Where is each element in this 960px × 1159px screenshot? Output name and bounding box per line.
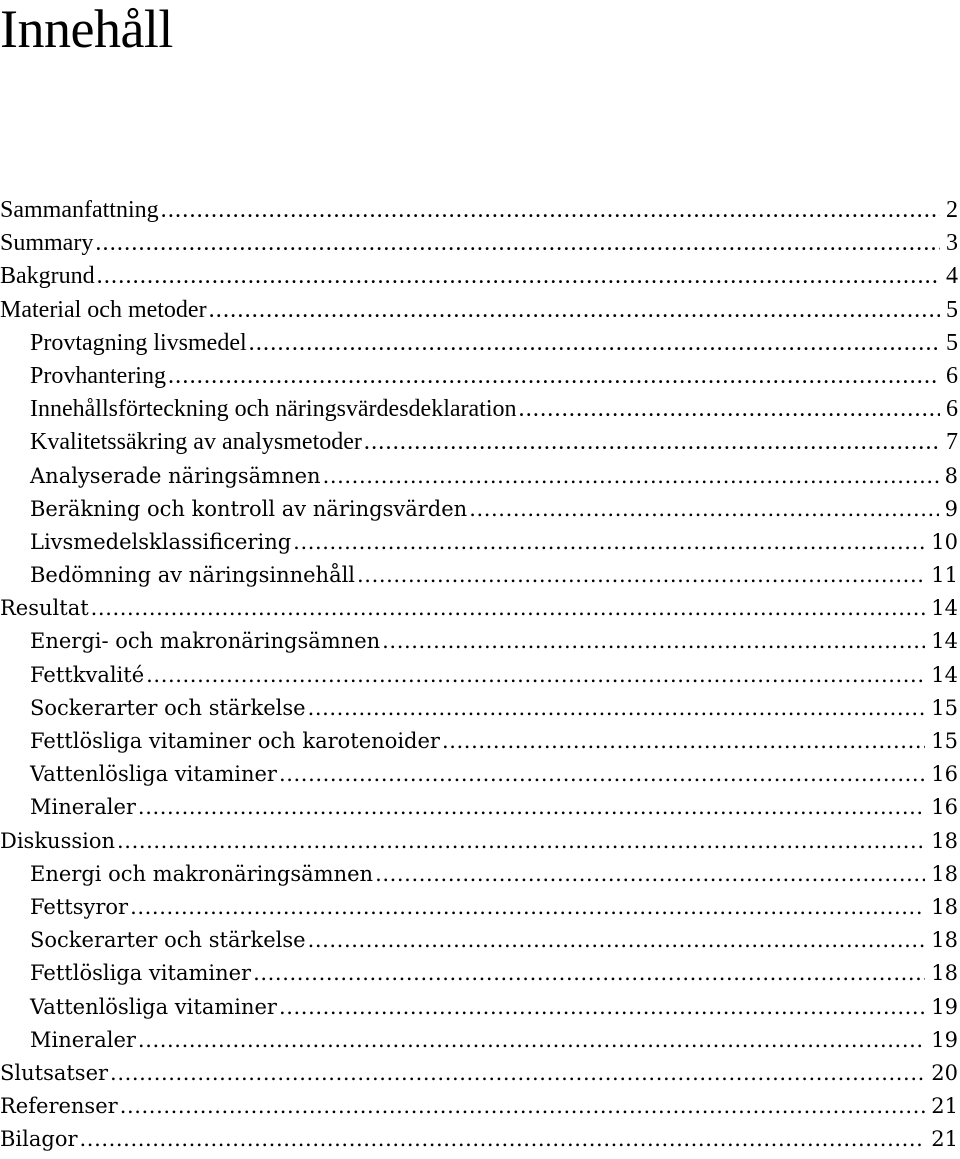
toc-entry-page-number: 11 xyxy=(931,563,958,588)
toc-entry-label: Diskussion xyxy=(0,828,116,853)
toc-entry-label: Vattenlösliga vitaminer xyxy=(30,994,277,1019)
toc-entry-page-number: 14 xyxy=(931,596,958,621)
toc-entry[interactable] xyxy=(0,758,958,791)
toc-entry-label: Energi och makronäringsämnen xyxy=(30,861,374,886)
toc-entry-label: Fettlösliga vitaminer och karotenoider xyxy=(30,729,440,753)
toc-entry-label: Fettsyror xyxy=(30,894,129,919)
toc-dot-leader xyxy=(161,194,940,227)
toc-entry-page-number: 5 xyxy=(946,296,958,323)
toc-entry[interactable] xyxy=(0,194,958,227)
toc-entry[interactable] xyxy=(0,625,958,658)
toc-entry[interactable] xyxy=(0,393,958,426)
toc-entry-page-number: 6 xyxy=(946,396,958,423)
toc-entry[interactable] xyxy=(0,526,958,559)
toc-dot-leader xyxy=(138,791,925,824)
toc-entry[interactable] xyxy=(0,327,958,360)
toc-entry[interactable] xyxy=(0,825,958,858)
toc-entry-page-number: 9 xyxy=(944,496,958,521)
toc-entry-label: Fettkvalité xyxy=(30,662,145,687)
toc-entry-page-number: 18 xyxy=(931,861,958,886)
toc-entry[interactable] xyxy=(0,725,958,758)
toc-entry-label: Mineraler xyxy=(30,795,136,820)
toc-entry-label: Material och metoder xyxy=(0,296,207,323)
toc-entry[interactable] xyxy=(0,1090,958,1123)
toc-entry-page-number: 18 xyxy=(931,828,958,853)
toc-dot-leader xyxy=(469,493,938,526)
toc-dot-leader xyxy=(442,725,925,758)
toc-dot-leader xyxy=(209,294,940,327)
toc-entry-label: Bedömning av näringsinnehåll xyxy=(30,563,356,588)
toc-dot-leader xyxy=(308,924,926,957)
toc-entry-label: Sockerarter och stärkelse xyxy=(30,695,306,720)
toc-entry[interactable] xyxy=(0,858,958,891)
toc-entry-label: Sammanfattning xyxy=(0,197,159,223)
toc-dot-leader xyxy=(382,625,925,658)
toc-entry[interactable] xyxy=(0,659,958,692)
toc-entry-label: Kvalitetssäkring av analysmetoder xyxy=(30,429,362,456)
toc-entry[interactable] xyxy=(0,692,958,725)
toc-entry-label: Summary xyxy=(0,230,94,257)
toc-entry-page-number: 15 xyxy=(931,729,958,753)
toc-entry-page-number: 7 xyxy=(946,429,958,456)
toc-entry[interactable] xyxy=(0,294,958,327)
toc-entry-label: Provhantering xyxy=(30,362,166,389)
toc-dot-leader xyxy=(110,1057,925,1090)
toc-entry-page-number: 21 xyxy=(931,1127,958,1152)
toc-dot-leader xyxy=(168,360,940,393)
toc-dot-leader xyxy=(80,1123,926,1156)
toc-entry[interactable] xyxy=(0,991,958,1024)
toc-entry-page-number: 19 xyxy=(931,1027,958,1052)
toc-entry-label: Slutsatser xyxy=(0,1060,109,1085)
toc-entry[interactable] xyxy=(0,360,958,393)
toc-dot-leader xyxy=(375,858,925,891)
toc-entry[interactable] xyxy=(0,791,958,824)
toc-entry-page-number: 8 xyxy=(944,463,958,488)
toc-entry[interactable] xyxy=(0,1024,958,1057)
toc-entry[interactable] xyxy=(0,460,958,493)
toc-entry-page-number: 21 xyxy=(931,1094,958,1119)
toc-dot-leader xyxy=(357,559,925,592)
toc-entry[interactable] xyxy=(0,426,958,459)
toc-entry-page-number: 6 xyxy=(946,362,958,389)
toc-dot-leader xyxy=(130,891,925,924)
toc-entry-label: Referenser xyxy=(0,1094,118,1119)
toc-entry-label: Bilagor xyxy=(0,1127,78,1152)
toc-entry-label: Innehållsförteckning och näringsvärdesdeklaration xyxy=(30,396,517,423)
table-of-contents xyxy=(0,194,958,1156)
toc-entry-page-number: 19 xyxy=(931,994,958,1019)
toc-entry[interactable] xyxy=(0,493,958,526)
toc-dot-leader xyxy=(279,758,925,791)
toc-entry[interactable] xyxy=(0,891,958,924)
toc-dot-leader xyxy=(138,1024,925,1057)
toc-entry-page-number: 2 xyxy=(946,197,958,223)
toc-entry-label: Vattenlösliga vitaminer xyxy=(30,762,277,787)
toc-entry-page-number: 18 xyxy=(931,961,958,986)
toc-entry[interactable] xyxy=(0,260,958,293)
toc-entry[interactable] xyxy=(0,957,958,990)
toc-entry[interactable] xyxy=(0,592,958,625)
toc-entry-label: Sockerarter och stärkelse xyxy=(30,928,306,953)
toc-entry-label: Resultat xyxy=(0,596,89,621)
toc-dot-leader xyxy=(364,426,940,459)
toc-entry-page-number: 3 xyxy=(946,230,958,257)
toc-dot-leader xyxy=(279,991,925,1024)
toc-dot-leader xyxy=(308,692,926,725)
toc-entry-page-number: 16 xyxy=(931,762,958,787)
toc-entry-page-number: 14 xyxy=(931,629,958,654)
toc-entry-label: Energi- och makronäringsämnen xyxy=(30,629,381,654)
toc-entry-label: Analyserade näringsämnen xyxy=(30,463,321,488)
toc-dot-leader xyxy=(91,592,926,625)
toc-entry-page-number: 16 xyxy=(931,795,958,820)
toc-entry-page-number: 5 xyxy=(946,329,958,356)
toc-dot-leader xyxy=(519,393,941,426)
toc-entry[interactable] xyxy=(0,924,958,957)
toc-entry-page-number: 18 xyxy=(931,928,958,953)
toc-dot-leader xyxy=(117,825,925,858)
toc-entry[interactable] xyxy=(0,227,958,260)
page-title: Innehåll xyxy=(0,0,173,59)
toc-entry-page-number: 4 xyxy=(946,263,958,290)
toc-entry-page-number: 10 xyxy=(931,529,958,554)
toc-dot-leader xyxy=(293,526,925,559)
toc-dot-leader xyxy=(249,327,940,360)
toc-entry-label: Provtagning livsmedel xyxy=(30,329,247,356)
toc-entry-page-number: 18 xyxy=(931,894,958,919)
toc-entry[interactable] xyxy=(0,1057,958,1090)
toc-entry-page-number: 14 xyxy=(931,662,958,687)
toc-dot-leader xyxy=(323,460,939,493)
toc-entry[interactable] xyxy=(0,559,958,592)
toc-entry-label: Livsmedelsklassificering xyxy=(30,529,292,554)
toc-entry-page-number: 20 xyxy=(931,1060,958,1085)
toc-dot-leader xyxy=(120,1090,926,1123)
toc-dot-leader xyxy=(97,260,940,293)
toc-dot-leader xyxy=(253,957,925,990)
toc-dot-leader xyxy=(146,659,925,692)
toc-dot-leader xyxy=(95,227,940,260)
toc-entry-label: Mineraler xyxy=(30,1027,136,1052)
toc-entry-label: Beräkning och kontroll av näringsvärden xyxy=(30,496,468,521)
toc-entry-label: Bakgrund xyxy=(0,263,95,290)
toc-entry-page-number: 15 xyxy=(931,695,958,720)
toc-entry-label: Fettlösliga vitaminer xyxy=(30,961,252,986)
toc-entry[interactable] xyxy=(0,1123,958,1156)
